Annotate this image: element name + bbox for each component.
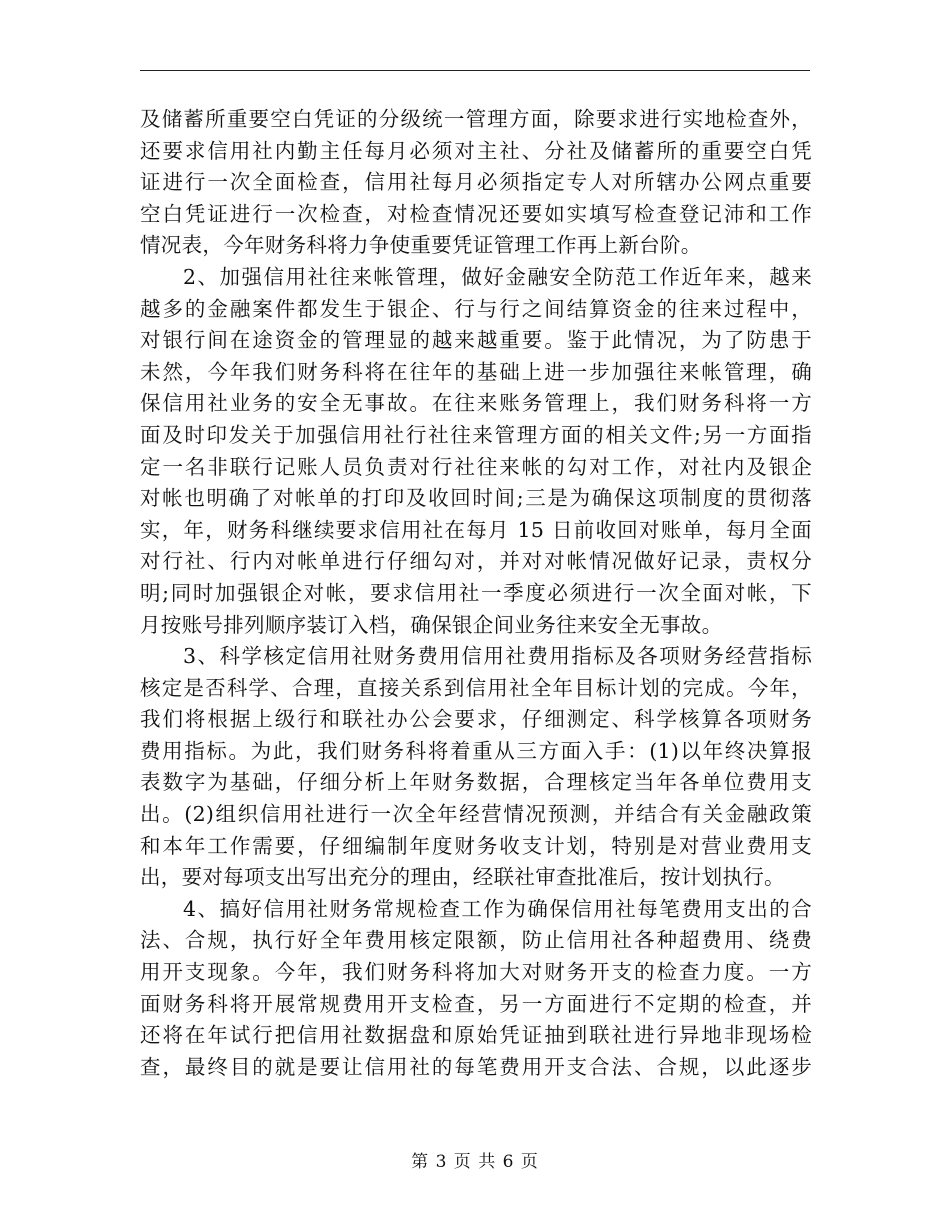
text-line: 证进行一次全面检查，信用社每月必须指定专人对所辖办公网点重要 — [140, 170, 812, 195]
text-line: 和本年工作需要，仔细编制年度财务收支计划，特别是对营业费用支 — [140, 833, 812, 858]
text-line: 查，最终目的就是要让信用社的每笔费用开支合法、合规，以此逐步 — [140, 1054, 812, 1079]
text-line: 对帐也明确了对帐单的打印及收回时间;三是为确保这项制度的贯彻落 — [140, 486, 812, 511]
header-rule — [140, 70, 810, 71]
text-line: 出，要对每项支出写出充分的理由，经联社审查批准后，按计划执行。 — [140, 865, 785, 890]
text-line: 保信用社业务的安全无事故。在往来账务管理上，我们财务科将一方 — [140, 391, 812, 416]
text-line: 定一名非联行记账人员负责对行社往来帐的勾对工作，对社内及银企 — [140, 454, 812, 479]
text-line: 3、科学核定信用社财务费用信用社费用指标及各项财务经营指标 — [183, 644, 812, 669]
text-line: 2、加强信用社往来帐管理，做好金融安全防范工作近年来，越来 — [183, 264, 812, 289]
text-line: 我们将根据上级行和联社办公会要求，仔细测定、科学核算各项财务 — [140, 707, 812, 732]
text-line: 越多的金融案件都发生于银企、行与行之间结算资金的往来过程中， — [140, 296, 812, 321]
text-line: 法、合规，执行好全年费用核定限额，防止信用社各种超费用、绕费 — [140, 928, 812, 953]
paragraph — [140, 641, 812, 894]
text-line: 空白凭证进行一次检查，对检查情况还要如实填写检查登记沛和工作 — [140, 201, 812, 226]
text-line: 明;同时加强银企对帐，要求信用社一季度必须进行一次全面对帐，下 — [140, 580, 812, 605]
text-line: 面财务科将开展常规费用开支检查，另一方面进行不定期的检查，并 — [140, 991, 812, 1016]
text-line: 用开支现象。今年，我们财务科将加大对财务开支的检查力度。一方 — [140, 960, 812, 985]
text-line: 费用指标。为此，我们财务科将着重从三方面入手：(1)以年终决算报 — [140, 738, 812, 763]
paragraph — [140, 894, 812, 1084]
text-line: 还要求信用社内勤主任每月必须对主社、分社及储蓄所的重要空白凭 — [140, 138, 812, 163]
document-body — [140, 104, 812, 1083]
paragraph — [140, 262, 812, 641]
page-footer: 第 3 页 共 6 页 — [411, 1152, 539, 1172]
text-line: 核定是否科学、合理，直接关系到信用社全年目标计划的完成。今年， — [140, 675, 812, 700]
text-line: 月按账号排列顺序装订入档，确保银企间业务往来安全无事故。 — [140, 612, 723, 637]
text-line: 未然，今年我们财务科将在往年的基础上进一步加强往来帐管理，确 — [140, 359, 812, 384]
text-line: 面及时印发关于加强信用社行社往来管理方面的相关文件;另一方面指 — [140, 422, 812, 447]
paragraph — [140, 104, 812, 262]
text-line: 表数字为基础，仔细分析上年财务数据，合理核定当年各单位费用支 — [140, 770, 812, 795]
text-line: 还将在年试行把信用社数据盘和原始凭证抽到联社进行异地非现场检 — [140, 1023, 812, 1048]
text-line: 4、搞好信用社财务常规检查工作为确保信用社每笔费用支出的合 — [183, 896, 812, 921]
text-line: 对银行间在途资金的管理显的越来越重要。鉴于此情况，为了防患于 — [140, 328, 812, 353]
text-line: 实，年，财务科继续要求信用社在每月 15 日前收回对账单，每月全面 — [140, 517, 812, 542]
text-line: 出。(2)组织信用社进行一次全年经营情况预测，并结合有关金融政策 — [140, 802, 812, 827]
text-line: 情况表，今年财务科将力争使重要凭证管理工作再上新台阶。 — [140, 233, 702, 258]
text-line: 及储蓄所重要空白凭证的分级统一管理方面，除要求进行实地检查外， — [140, 107, 812, 131]
text-line: 对行社、行内对帐单进行仔细勾对，并对对帐情况做好记录，责权分 — [140, 549, 812, 574]
